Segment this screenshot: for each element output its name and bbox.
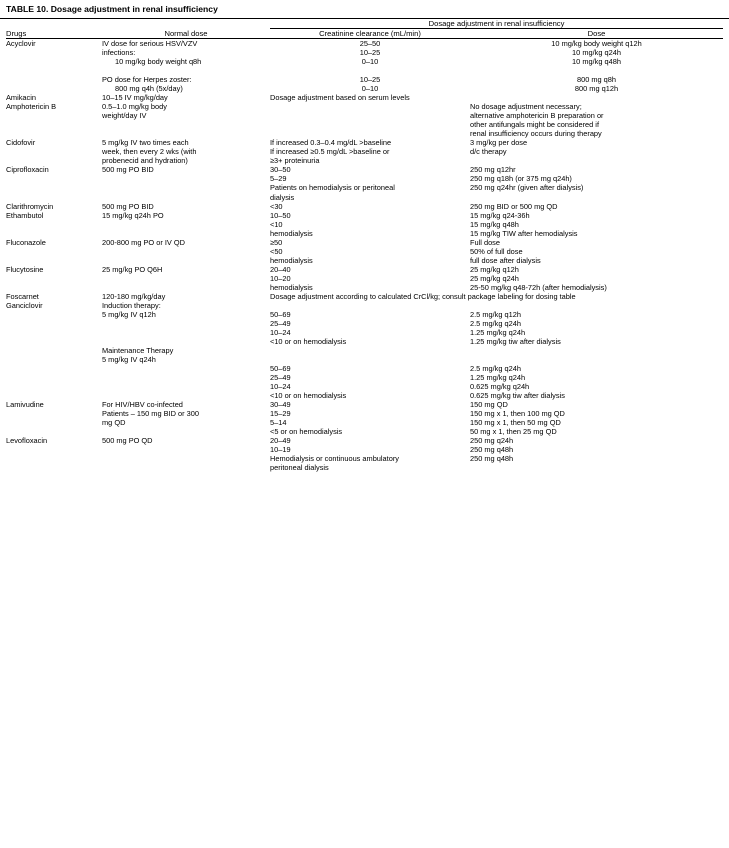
line: 50–69: [270, 309, 291, 319]
line: 10–25: [359, 48, 381, 58]
cell-drug: Amikacin: [6, 93, 36, 103]
cell-normal-dose: [102, 138, 270, 165]
line: 250 mg q24h: [470, 436, 514, 446]
line: Full dose: [470, 237, 500, 247]
cell-dose: [470, 400, 723, 436]
line: 250 mg q12hr: [470, 165, 516, 175]
line: 30–50: [270, 165, 291, 175]
cell-normal-dose: 500 mg PO BID: [102, 165, 154, 175]
column-header-dose: Dose: [587, 29, 606, 38]
cell-dose: [470, 238, 723, 265]
line: 20–40: [270, 264, 291, 274]
line: 15 mg/kg TIW after hemodialysis: [470, 228, 578, 238]
line: 250 mg q18h (or 375 mg q24h): [470, 174, 572, 184]
table-row: [6, 202, 723, 211]
line: 15 mg/kg q48h: [470, 219, 519, 229]
table-row: [6, 93, 723, 102]
table-row: [6, 238, 723, 265]
line-gap: [470, 66, 723, 75]
cell-dose: [470, 436, 723, 472]
line: peritoneal dialysis: [270, 463, 329, 473]
line: 25–50: [359, 39, 381, 48]
line-gap: [270, 66, 470, 75]
line-gap: [270, 355, 470, 364]
line: Induction therapy:: [102, 300, 161, 310]
column-header-normal-dose: Normal dose: [164, 28, 208, 38]
dosage-adjustment-table: [6, 19, 723, 472]
cell-crcl: <30: [270, 201, 283, 211]
line: 10–24: [270, 382, 291, 392]
table-column-header-row: [6, 29, 723, 39]
line-gap: [102, 328, 270, 337]
line-gap: [102, 319, 270, 328]
line: Patients on hemodialysis or peritoneal: [270, 183, 395, 193]
line: 0.5–1.0 mg/kg body: [102, 102, 167, 112]
line: 2.5 mg/kg q24h: [470, 364, 521, 373]
line: <10 or on hemodialysis: [270, 391, 347, 401]
group-header-spacer-2: [102, 19, 270, 29]
line: 15 mg/kg q24-36h: [470, 210, 530, 220]
line: d/c therapy: [470, 147, 507, 157]
table-row: [6, 301, 723, 400]
cell-normal-dose: 500 mg PO QD: [102, 436, 153, 446]
table-row: [6, 165, 723, 201]
line: For HIV/HBV co-infected: [102, 400, 183, 410]
line: 10–50: [270, 210, 291, 220]
line: 50–69: [270, 364, 291, 373]
cell-normal-dose: [102, 400, 270, 436]
line: week, then every 2 wks (with: [102, 147, 197, 157]
cell-drug: Clarithromycin: [6, 201, 54, 211]
line: 0.625 mg/kg tiw after dialysis: [470, 391, 565, 401]
line: PO dose for Herpes zoster:: [102, 75, 192, 85]
line: 10 mg/kg q24h: [572, 48, 621, 58]
line: 250 mg q48h: [470, 454, 514, 464]
cell-dose: [470, 165, 723, 201]
line-gap: [470, 355, 723, 364]
cell-normal-dose: [102, 102, 270, 138]
cell-drug: Lamivudine: [6, 400, 44, 410]
line: renal insufficiency occurs during therapy: [470, 129, 602, 139]
cell-crcl: [270, 238, 470, 265]
line: full dose after dialysis: [470, 255, 541, 265]
cell-normal-dose: 120-180 mg/kg/day: [102, 291, 166, 301]
line: alternative amphotericin B preparation or: [470, 111, 604, 121]
line: 30–49: [270, 400, 291, 410]
table-row: [6, 436, 723, 472]
line: 5 mg/kg IV q24h: [102, 354, 156, 364]
line: other antifungals might be considered if: [470, 120, 600, 130]
line: dialysis: [270, 192, 295, 202]
line: mg QD: [102, 418, 126, 428]
line: 2.5 mg/kg q12h: [470, 309, 521, 319]
table-row: [6, 292, 723, 301]
line: 1.25 mg/kg q24h: [470, 373, 526, 383]
table-group-header-row: [6, 19, 723, 29]
line: 10–19: [270, 445, 291, 455]
line: 10–25: [359, 75, 381, 85]
crcl-note: [270, 183, 470, 201]
line: weight/day IV: [102, 111, 147, 121]
line: 250 mg q48h: [470, 445, 514, 455]
line: 1.25 mg/kg tiw after dialysis: [470, 336, 561, 346]
cell-dose: [470, 102, 723, 138]
table-row: [6, 138, 723, 165]
line: 25-50 mg/kg q48-72h (after hemodialysis): [470, 282, 607, 292]
line: 25–49: [270, 373, 291, 383]
column-header-crcl: Creatinine clearance (mL/min): [319, 29, 421, 38]
line: No dosage adjustment necessary;: [470, 102, 582, 112]
group-header-label: Dosage adjustment in renal insufficiency: [270, 19, 723, 29]
line: 150 mg QD: [470, 400, 508, 410]
table-row: [6, 400, 723, 436]
line: hemodialysis: [270, 255, 313, 265]
cell-normal-dose: 200-800 mg PO or IV QD: [102, 237, 185, 247]
cell-normal-dose: [102, 301, 270, 400]
cell-crcl: [270, 265, 470, 292]
cell-crcl: [270, 436, 470, 472]
line: 10–20: [270, 273, 291, 283]
line: 10 mg/kg body weight q8h: [115, 57, 202, 67]
line: 15–29: [270, 409, 291, 419]
cell-normal-dose: 15 mg/kg q24h PO: [102, 210, 164, 220]
table-row: [6, 39, 723, 94]
line: Hemodialysis or continuous ambulatory: [270, 454, 399, 464]
line: 50 mg x 1, then 25 mg QD: [470, 427, 557, 437]
line: 800 mg q4h (5x/day): [115, 84, 183, 94]
cell-dose: [470, 301, 723, 400]
cell-normal-dose: [102, 39, 270, 94]
line: 5 mg/kg IV q12h: [102, 309, 156, 319]
line: 3 mg/kg per dose: [470, 138, 528, 148]
line: 20–49: [270, 436, 291, 446]
line: 10 mg/kg body weight q12h: [551, 39, 642, 48]
cell-crcl: [270, 301, 470, 400]
cell-crcl: [270, 39, 470, 94]
line: 0–10: [361, 84, 379, 94]
table-row: [6, 211, 723, 238]
line: 250 mg q24hr (given after dialysis): [470, 183, 584, 193]
line: 5 mg/kg IV two times each: [102, 138, 189, 148]
line: 25 mg/kg q24h: [470, 273, 519, 283]
line: 25–49: [270, 318, 291, 328]
line: 5–14: [270, 418, 287, 428]
group-header-spacer: [6, 19, 102, 29]
line: infections:: [102, 48, 136, 58]
line-gap: [470, 301, 723, 310]
cell-span-note: Dosage adjustment according to calculated CrCl/kg; consult package labeling for dosing table: [270, 291, 576, 301]
line: 2.5 mg/kg q24h: [470, 318, 521, 328]
cell-dose: 250 mg BID or 500 mg QD: [470, 201, 558, 211]
line-gap: [470, 346, 723, 355]
cell-drug: Flucytosine: [6, 264, 44, 274]
cell-crcl: [270, 138, 470, 165]
cell-normal-dose: 25 mg/kg PO Q6H: [102, 264, 163, 274]
cell-crcl: [270, 400, 470, 436]
line: ≥50: [270, 237, 283, 247]
line: <5 or on hemodialysis: [270, 427, 343, 437]
cell-normal-dose: 10–15 IV mg/kg/day: [102, 93, 168, 103]
line: 10–24: [270, 327, 291, 337]
line-gap: [270, 301, 470, 310]
cell-drug: Ethambutol: [6, 210, 44, 220]
line: 10 mg/kg q48h: [572, 57, 621, 67]
line: <10 or on hemodialysis: [270, 336, 347, 346]
line: 1.25 mg/kg q24h: [470, 327, 526, 337]
cell-drug: Cidofovir: [6, 138, 36, 148]
line: 150 mg x 1, then 50 mg QD: [470, 418, 561, 428]
line: probenecid and hydration): [102, 156, 188, 166]
line: 5–29: [270, 174, 287, 184]
line-gap: [270, 346, 470, 355]
line: 0–10: [361, 57, 379, 67]
cell-drug: Fluconazole: [6, 237, 46, 247]
cell-drug: Acyclovir: [6, 39, 36, 48]
line: 0.625 mg/kg q24h: [470, 382, 530, 392]
cell-dose: [470, 138, 723, 165]
line: 800 mg q12h: [574, 84, 619, 94]
cell-dose: [470, 265, 723, 292]
cell-crcl: [270, 102, 470, 138]
cell-span-note: Dosage adjustment based on serum levels: [270, 93, 410, 103]
line: 150 mg x 1, then 100 mg QD: [470, 409, 565, 419]
cell-drug: Amphotericin B: [6, 102, 57, 112]
cell-drug: Ganciclovir: [6, 300, 43, 310]
line: 800 mg q8h: [576, 75, 617, 85]
line: If increased ≥0.5 mg/dL >baseline or: [270, 147, 390, 157]
table-title: TABLE 10. Dosage adjustment in renal insufficiency: [0, 0, 729, 19]
line: hemodialysis: [270, 228, 313, 238]
line-gap: [102, 337, 270, 346]
line: 25 mg/kg q12h: [470, 264, 519, 274]
cell-drug: Foscarnet: [6, 291, 39, 301]
cell-normal-dose: 500 mg PO BID: [102, 201, 154, 211]
line: <50: [270, 246, 283, 256]
cell-crcl: [270, 211, 470, 238]
crcl-note: [270, 454, 470, 472]
column-header-drugs: Drugs: [6, 28, 27, 38]
line: <10: [270, 219, 283, 229]
line: IV dose for serious HSV/VZV: [102, 39, 198, 48]
line: ≥3+ proteinuria: [270, 156, 320, 166]
line: Patients – 150 mg BID or 300: [102, 409, 199, 419]
table-row: [6, 102, 723, 138]
line: If increased 0.3–0.4 mg/dL >baseline: [270, 138, 392, 148]
line: 50% of full dose: [470, 246, 523, 256]
line: hemodialysis: [270, 282, 313, 292]
cell-crcl: [270, 165, 470, 201]
cell-dose: [470, 39, 723, 94]
line-gap: [102, 66, 270, 75]
table-row: [6, 265, 723, 292]
cell-drug: Levofloxacin: [6, 436, 48, 446]
cell-drug: Ciprofloxacin: [6, 165, 49, 175]
cell-dose: [470, 211, 723, 238]
line: Maintenance Therapy: [102, 345, 174, 355]
